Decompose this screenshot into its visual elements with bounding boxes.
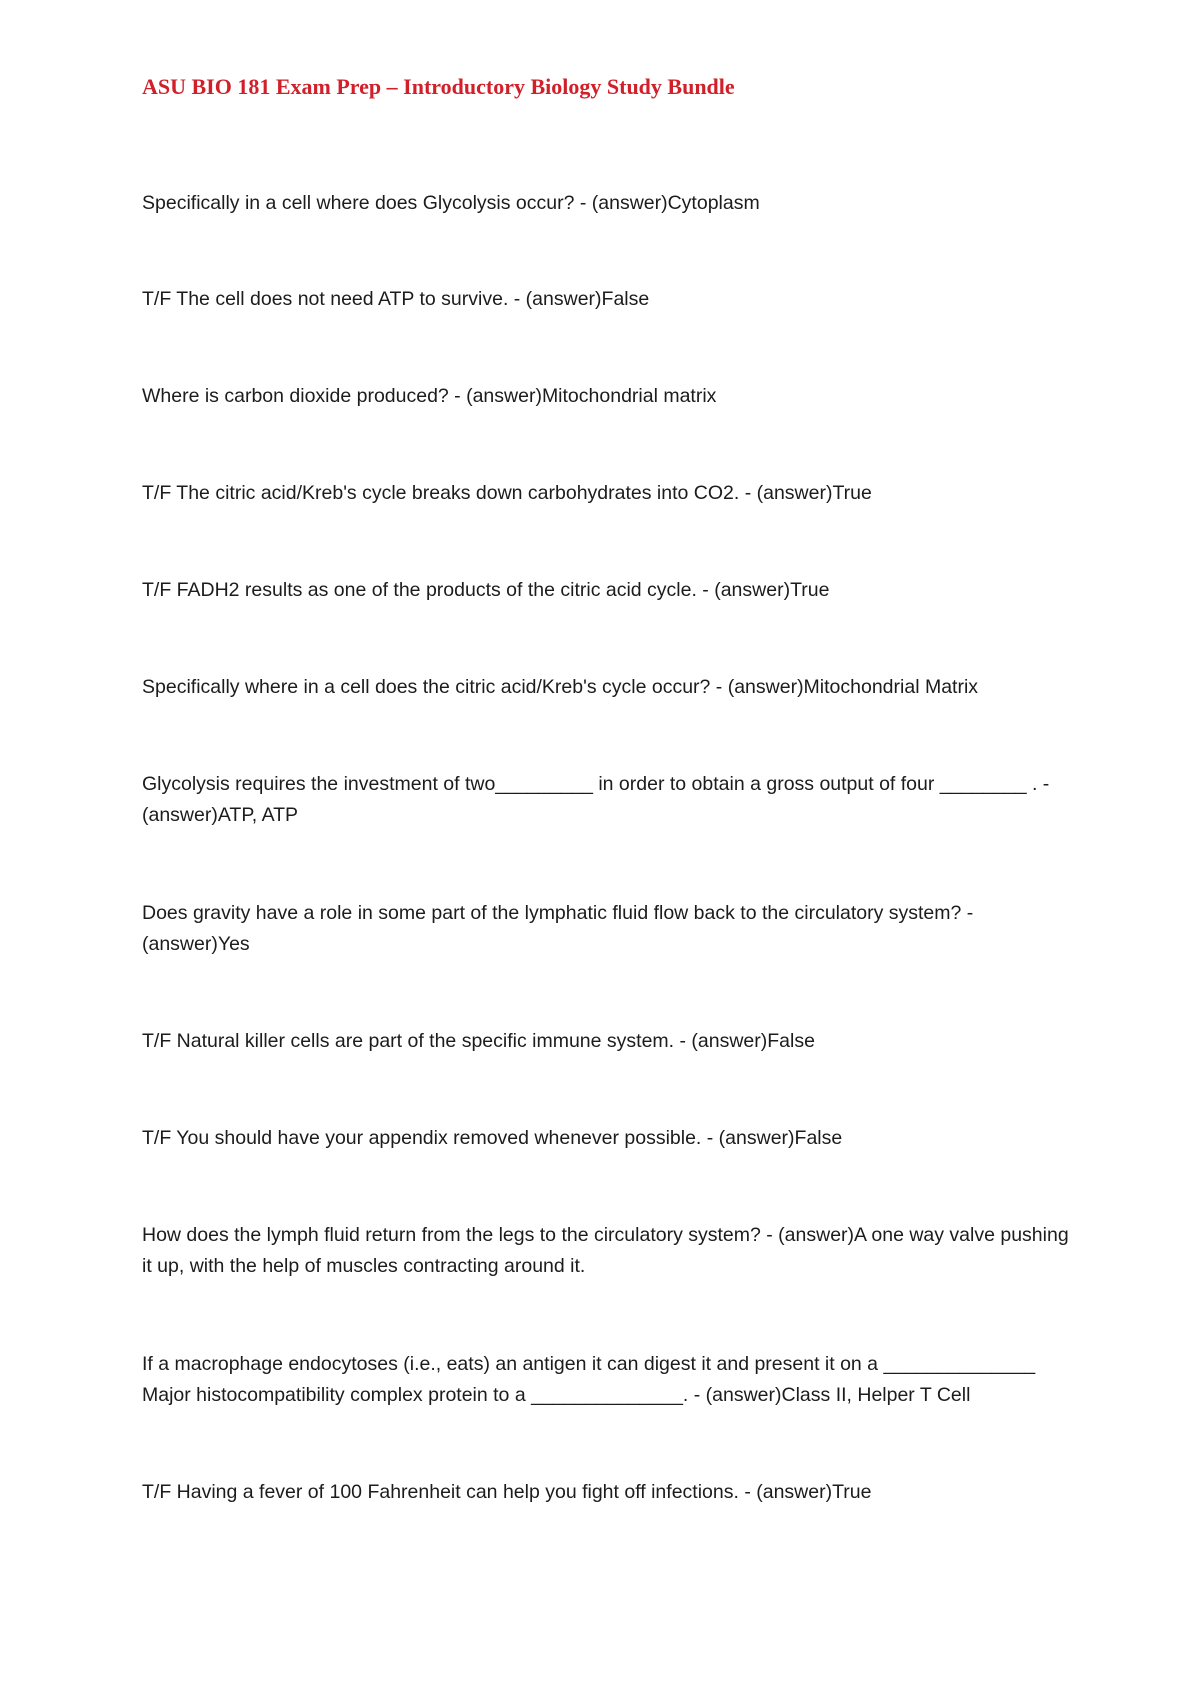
qa-item-co2-production: Where is carbon dioxide produced? - (answer)Mitochondrial matrix — [142, 385, 717, 407]
qa-item-appendix-removal: T/F You should have your appendix removed whenever possible. - (answer)False — [142, 1127, 843, 1149]
qa-item-lymph-return: How does the lymph fluid return from the legs to the circulatory system? - (answer)A one way valve pushing it up, with the help of muscles contracting around it. — [142, 1224, 1069, 1277]
qa-item-krebs-location: Specifically where in a cell does the citric acid/Kreb's cycle occur? - (answer)Mitochondrial Matrix — [142, 676, 979, 698]
qa-item-gravity-lymph: Does gravity have a role in some part of the lymphatic fluid flow back to the circulatory system? - (answer)Yes — [142, 902, 974, 955]
qa-item-krebs-carbohydrates: T/F The citric acid/Kreb's cycle breaks down carbohydrates into CO2. - (answer)True — [142, 482, 872, 504]
qa-item-atp-survival: T/F The cell does not need ATP to survive. - (answer)False — [142, 288, 650, 310]
qa-item-glycolysis-investment: Glycolysis requires the investment of two_________ in order to obtain a gross output of four ________ . - (answer)ATP, ATP — [142, 773, 1050, 826]
qa-item-natural-killer-cells: T/F Natural killer cells are part of the specific immune system. - (answer)False — [142, 1030, 815, 1052]
qa-item-glycolysis-location: Specifically in a cell where does Glycolysis occur? - (answer)Cytoplasm — [142, 192, 760, 214]
qa-item-macrophage-mhc: If a macrophage endocytoses (i.e., eats) an antigen it can digest it and present it on a ______________ Major histocompatibility complex protein to a ______________. - (answer)Class II, Helper T Cell — [142, 1353, 1036, 1406]
document-title: ASU BIO 181 Exam Prep – Introductory Biology Study Bundle — [142, 74, 735, 99]
qa-item-fever-infection: T/F Having a fever of 100 Fahrenheit can help you fight off infections. - (answer)True — [142, 1481, 872, 1503]
qa-item-fadh2-product: T/F FADH2 results as one of the products of the citric acid cycle. - (answer)True — [142, 579, 830, 601]
